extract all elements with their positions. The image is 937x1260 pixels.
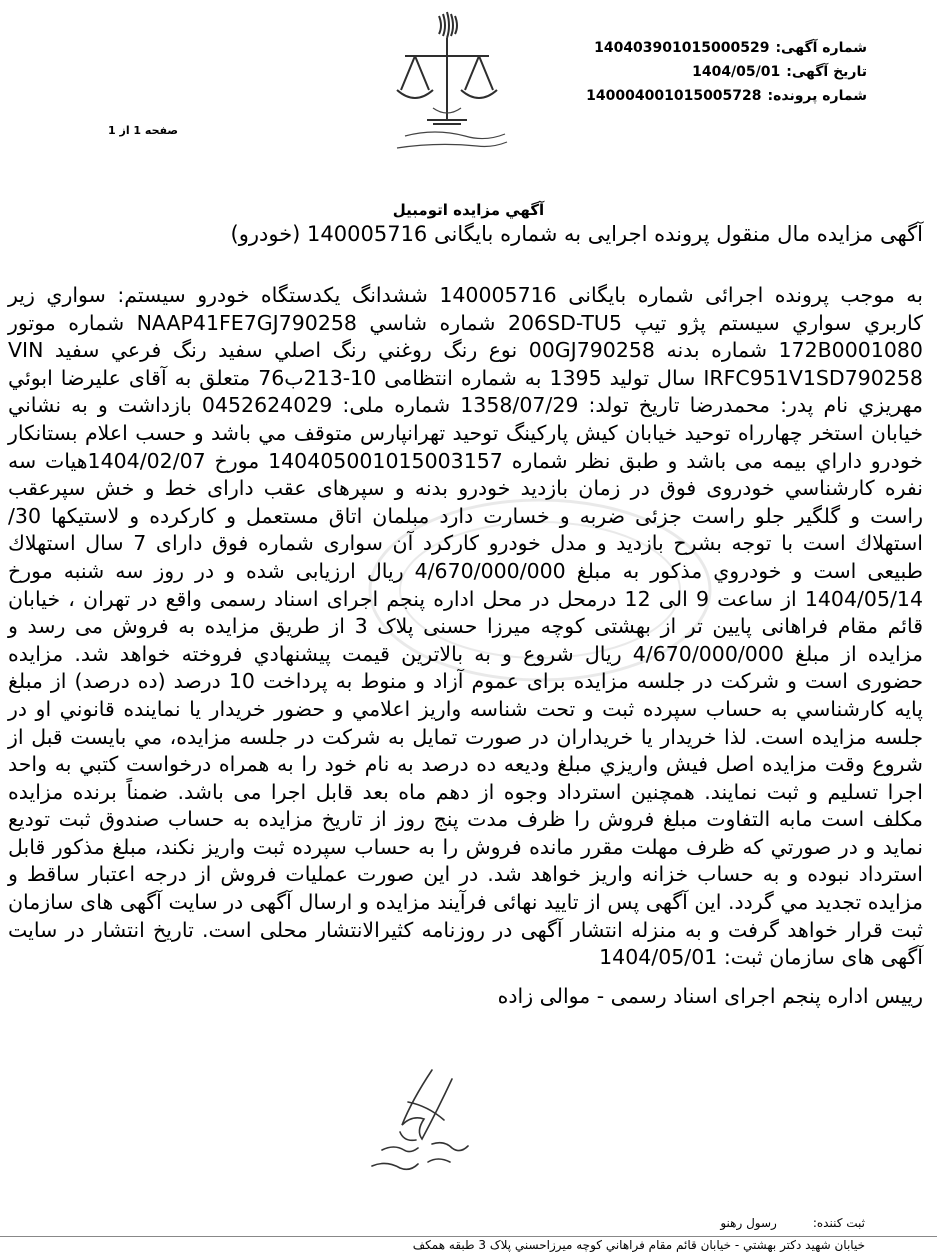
office-address: خيابان شهيد دكتر بهشتي - خيابان قائم مقام فراهاني كوچه ميرزاحسني پلاک 3 طبقه همكف [412, 1238, 865, 1252]
handwritten-signature [352, 1062, 492, 1177]
signer-line: رييس اداره پنجم اجرای اسناد رسمی - موالی زاده [497, 984, 923, 1008]
body-paragraph: به موجب پرونده اجرائی شماره بایگانی 140005716 ششدانگ يكدستگاه خودرو سيستم: سواري زير كاربري سواري سيستم پژو تيپ 206SD-TU5 شماره شاسي NAAP41FE7GJ790258 شماره موتور 172B0001080 شماره بدنه 00GJ790258 نوع رنگ روغني رنگ اصلي سفيد رنگ فرعي سفيد VIN IRFC951V1SD790258 سال توليد 1395 به شماره انتظامی 10-213ب76 متعلق به آقای عليرضا ابوئي مهريزي نام پدر: محمدرضا تاریخ تولد: 1358/07/29 شماره ملی: 0452624029 بازداشت و به نشاني خيابان استخر چهارراه توحيد خيابان كيش پاركينگ توحيد تهرانپارس متوقف مي باشد و حسب اعلام بستانكار خودرو داراي بيمه می باشد و طبق نظر شماره 140405001015003157 مورخ 1404/02/07هيات سه نفره كارشناسي خودروی فوق در زمان بازديد خودرو بدنه و سپرهای عقب دارای خط و خش سپرعقب راست و گلگير جلو راست جزئی ضربه و خسارت دارد مبلمان اتاق مستعمل و كاركرده و لاستيكها 30/ استهلاك است با توجه بشرح بازديد و مدل خودرو كاركرد آن سواری شماره فوق دارای 7 سال استهلاك طبيعی است و خودروي مذكور به مبلغ 4/670/000/000 ريال ارزيابی شده و در روز سه شنبه مورخ 1404/05/14 از ساعت 9 الی 12 درمحل در محل اداره پنجم اجرای اسناد رسمی واقع در تهران ، خيابان قائم مقام فراهانی پايين تر از بهشتی كوچه ميرزا حسنی پلاک 3 از طريق مزايده به فروش می رسد و مزايده از مبلغ 4/670/000/000 ريال شروع و به بالاترين قيمت پيشنهادي فروخته خواهد شد. مزایده حضوری است و شرکت در جلسه مزایده برای عموم آزاد و منوط به پرداخت 10 درصد (ده درصد) از مبلغ پايه كارشناسي به حساب سپرده ثبت و تحت شناسه واريز اعلامي و حضور خريدار يا نماينده قانوني او در جلسه مزايده است. لذا خريدار يا خريداران در صورت تمايل به شركت در جلسه مزايده، مي بايست قبل از شروع وقت مزايده اصل فيش واريزي مبلغ وديعه ده درصد به نام خود را به همراه درخواست كتبي به واحد اجرا تسليم و ثبت نمايند. همچنین استرداد وجوه از دهم ماه بعد قابل اجرا می باشد. ضمناً برنده مزايده مكلف است مابه التفاوت مبلغ فروش را ظرف مدت پنج روز از تاريخ مزايده به حساب صندوق ثبت توديع نمايد و در صورتي كه ظرف مهلت مقرر مانده فروش را به حساب سپرده ثبت واريز نكند، مبلغ مذكور قابل استرداد نبوده و به حساب خزانه واريز خواهد شد. در این صورت عملیات فروش از درجه اعتبار ساقط و مزایده تجدید مي گردد. این آگهی پس از تایید نهائی فرآیند مزایده و ارسال آگهی در سایت آگهی های سازمان ثبت قرار خواهد گرفت و به منزله انتشار آگهی در روزنامه کثیرالانتشار محلی است. تاریخ انتشار در سایت آگهی های سازمان ثبت: 1404/05/01 [8, 283, 924, 970]
ad-number-label: شماره آگهی: [775, 40, 867, 56]
ad-number: 140403901015000529 [594, 40, 770, 56]
ad-date: 1404/05/01 [692, 64, 781, 80]
ad-number-line [594, 40, 867, 56]
announcement-body [8, 282, 923, 972]
case-number: 140004001015005728 [586, 88, 762, 104]
ad-date-line [692, 64, 867, 80]
registrar-label: ثبت كننده: [812, 1216, 865, 1230]
document-subtitle: آگهی مزایده مال منقول پرونده اجرایی به شماره بایگانی 140005716 (خودرو) [230, 222, 923, 246]
case-number-label: شماره پرونده: [767, 88, 867, 104]
registrar-line [720, 1216, 865, 1230]
ad-date-label: تاریخ آگهی: [786, 64, 867, 80]
document-title: آگهي مزايده اتومبيل [392, 201, 545, 219]
judiciary-emblem-logo [375, 8, 535, 158]
registrar-name: رسول رهنو [720, 1216, 777, 1230]
page-indicator: صفحه 1 از 1 [108, 124, 179, 137]
footer-divider [0, 1236, 937, 1237]
case-number-line [586, 88, 867, 104]
